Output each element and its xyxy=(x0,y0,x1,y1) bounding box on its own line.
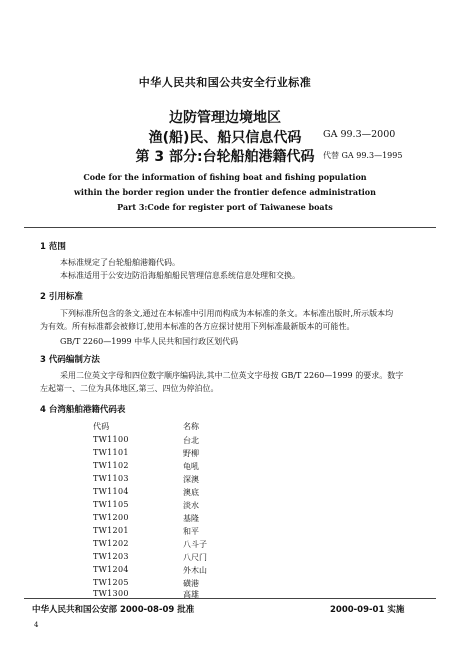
table-row-code: TW1104 xyxy=(93,487,129,496)
table-row-name: 澳底 xyxy=(183,488,199,497)
table-row-code: TW1205 xyxy=(93,578,129,587)
section-2-paragraph-line-1: 下列标准所包含的条文,通过在本标准中引用而构成为本标准的条文。本标准出版时,所示版本均 xyxy=(60,309,394,318)
table-row-name: 龟吼 xyxy=(183,462,199,471)
table-row-name: 磺港 xyxy=(183,579,199,588)
page-number: 4 xyxy=(34,621,39,629)
table-row-name: 淡水 xyxy=(183,501,199,510)
table-row-code: TW1204 xyxy=(93,565,129,574)
english-title-line-3: Part 3:Code for register port of Taiwanese boats xyxy=(117,202,333,212)
table-row-code: TW1202 xyxy=(93,539,129,548)
table-row-name: 高雄 xyxy=(183,590,199,599)
section-1-paragraph-1: 本标准规定了台轮船舶港籍代码。 xyxy=(60,258,180,267)
issued-date: 中华人民共和国公安部 2000-08-09 批准 xyxy=(32,605,195,615)
section-3-heading: 3 代码编制方法 xyxy=(40,355,100,365)
title-line-2: 渔(船)民、船只信息代码 xyxy=(148,130,302,146)
table-row-code: TW1105 xyxy=(93,500,129,509)
section-2-heading: 2 引用标准 xyxy=(40,292,83,302)
title-line-1: 边防管理边境地区 xyxy=(169,110,281,126)
section-1-heading: 1 范围 xyxy=(40,242,66,252)
table-row-name: 外木山 xyxy=(183,566,207,575)
header-divider xyxy=(24,227,436,228)
standard-category: 中华人民共和国公共安全行业标准 xyxy=(138,76,312,89)
table-row-name: 八斗子 xyxy=(183,540,207,549)
implementation-date: 2000-09-01 实施 xyxy=(330,605,405,615)
table-row-code: TW1203 xyxy=(93,552,129,561)
english-title-line-2: within the border region under the frontier defence administration xyxy=(74,187,376,197)
table-row-code: TW1103 xyxy=(93,474,129,483)
title-line-3: 第 3 部分:台轮船舶港籍代码 xyxy=(135,149,315,165)
section-2-reference: GB/T 2260—1999 中华人民共和国行政区划代码 xyxy=(60,337,239,346)
table-row-name: 深澳 xyxy=(183,475,199,484)
table-row-name: 和平 xyxy=(183,527,199,536)
footer-divider xyxy=(24,598,436,599)
table-row-code: TW1300 xyxy=(93,589,129,598)
table-row-name: 八尺门 xyxy=(183,553,207,562)
section-3-paragraph-line-2: 左起第一、二位为具体地区,第三、四位为停泊位。 xyxy=(40,384,219,393)
standard-number: GA 99.3—2000 xyxy=(323,129,396,140)
table-row-code: TW1101 xyxy=(93,448,129,457)
table-row-code: TW1200 xyxy=(93,513,129,522)
table-row-name: 台北 xyxy=(183,436,199,445)
table-header-name: 名称 xyxy=(183,422,199,431)
section-2-paragraph-line-2: 为有效。所有标准都会被修订,使用本标准的各方应探讨使用下列标准最新版本的可能性。 xyxy=(40,322,355,331)
table-header-code: 代码 xyxy=(93,422,110,431)
table-row-name: 基隆 xyxy=(183,514,199,523)
table-row-name: 野柳 xyxy=(183,449,199,458)
english-title-line-1: Code for the information of fishing boat and fishing population xyxy=(83,172,367,182)
section-3-paragraph-line-1: 采用二位英文字母和四位数字顺序编码法,其中二位英文字母按 GB/T 2260—1999 的要求。数字 xyxy=(60,371,404,380)
section-4-heading: 4 台湾船舶港籍代码表 xyxy=(40,405,126,415)
table-row-code: TW1100 xyxy=(93,435,129,444)
replaces-note: 代替 GA 99.3—1995 xyxy=(323,151,403,160)
table-row-code: TW1102 xyxy=(93,461,129,470)
table-row-code: TW1201 xyxy=(93,526,129,535)
section-1-paragraph-2: 本标准适用于公安边防沿海船舶船民管理信息系统信息处理和交换。 xyxy=(60,271,300,280)
